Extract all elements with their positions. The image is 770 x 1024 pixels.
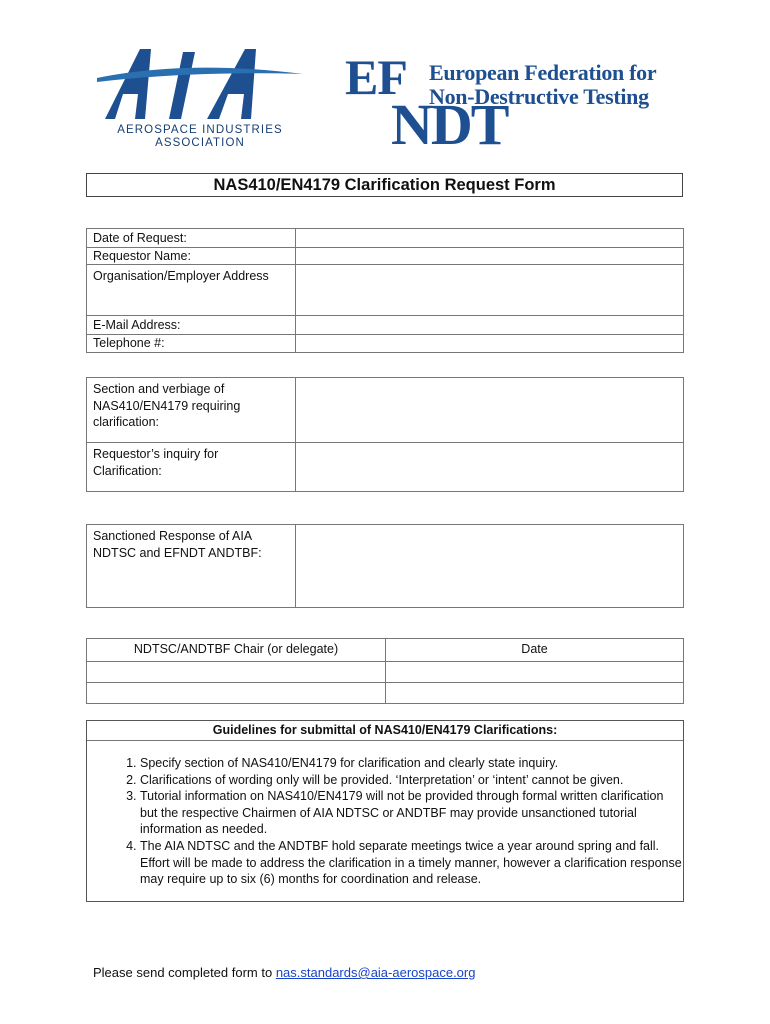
requestor-name-label: Requestor Name: bbox=[87, 247, 296, 265]
date-of-request-field[interactable] bbox=[296, 229, 684, 248]
date-field-1[interactable] bbox=[386, 661, 684, 682]
chair-field-2[interactable] bbox=[87, 682, 386, 703]
standards-email-link[interactable]: nas.standards@aia-aerospace.org bbox=[275, 965, 476, 980]
organisation-address-label: Organisation/Employer Address bbox=[87, 265, 296, 316]
aia-wordmark bbox=[95, 124, 305, 150]
inquiry-table bbox=[86, 377, 684, 492]
guidelines-box bbox=[86, 720, 684, 902]
date-field-2[interactable] bbox=[386, 682, 684, 703]
sanctioned-response-field[interactable] bbox=[296, 525, 684, 608]
efndt-name-line-1: European Federation for bbox=[429, 60, 657, 85]
guideline-item: 1. Specify section of NAS410/EN4179 for clarification and clearly state inquiry. bbox=[140, 755, 683, 772]
guideline-item: 3. Tutorial information on NAS410/EN4179 will not be provided through formal written clarification but the respective Chairmen of AIA NDTSC or ANDTBF may provide unsanctioned tutorial information as needed. bbox=[140, 788, 683, 838]
requestor-inquiry-label: Requestor’s inquiry for Clarification: bbox=[87, 443, 296, 492]
requestor-name-field[interactable] bbox=[296, 247, 684, 265]
telephone-field[interactable] bbox=[296, 334, 684, 353]
requestor-table bbox=[86, 228, 684, 353]
footer-text: Please send completed form to bbox=[93, 965, 276, 980]
aia-sub-line-1: AEROSPACE INDUSTRIES bbox=[117, 124, 283, 136]
telephone-label: Telephone #: bbox=[87, 334, 296, 353]
guidelines-title: Guidelines for submittal of NAS410/EN4179 Clarifications: bbox=[87, 721, 683, 741]
email-label: E-Mail Address: bbox=[87, 316, 296, 335]
email-field[interactable] bbox=[296, 316, 684, 335]
section-verbiage-label: Section and verbiage of NAS410/EN4179 requiring clarification: bbox=[87, 378, 296, 443]
header-logos bbox=[0, 0, 770, 160]
section-verbiage-field[interactable] bbox=[296, 378, 684, 443]
guideline-item: 2. Clarifications of wording only will be provided. ‘Interpretation’ or ‘intent’ cannot be given. bbox=[140, 772, 683, 789]
guideline-item: 4. The AIA NDTSC and the ANDTBF hold separate meetings twice a year around spring and fall. Effort will be made to address the clarification in a timely manner, however a clarification response may require up to six (6) months for coordination and release. bbox=[140, 838, 683, 888]
guidelines-list bbox=[87, 755, 683, 888]
chair-field-1[interactable] bbox=[87, 661, 386, 682]
form-title: NAS410/EN4179 Clarification Request Form bbox=[86, 173, 683, 197]
requestor-inquiry-field[interactable] bbox=[296, 443, 684, 492]
signoff-table bbox=[86, 638, 684, 704]
aia-sub-line-2: ASSOCIATION bbox=[155, 137, 245, 149]
ndt-mark: NDT bbox=[391, 92, 508, 157]
organisation-address-field[interactable] bbox=[296, 265, 684, 316]
sanctioned-response-label: Sanctioned Response of AIA NDTSC and EFNDT ANDTBF: bbox=[87, 525, 296, 608]
ef-mark: EF bbox=[345, 49, 407, 105]
efndt-name-line-2: Non-Destructive Testing bbox=[429, 84, 649, 109]
response-table bbox=[86, 524, 684, 608]
date-header: Date bbox=[386, 639, 684, 662]
date-of-request-label: Date of Request: bbox=[87, 229, 296, 248]
efndt-logo bbox=[345, 49, 675, 157]
chair-header: NDTSC/ANDTBF Chair (or delegate) bbox=[87, 639, 386, 662]
footer bbox=[93, 965, 475, 980]
